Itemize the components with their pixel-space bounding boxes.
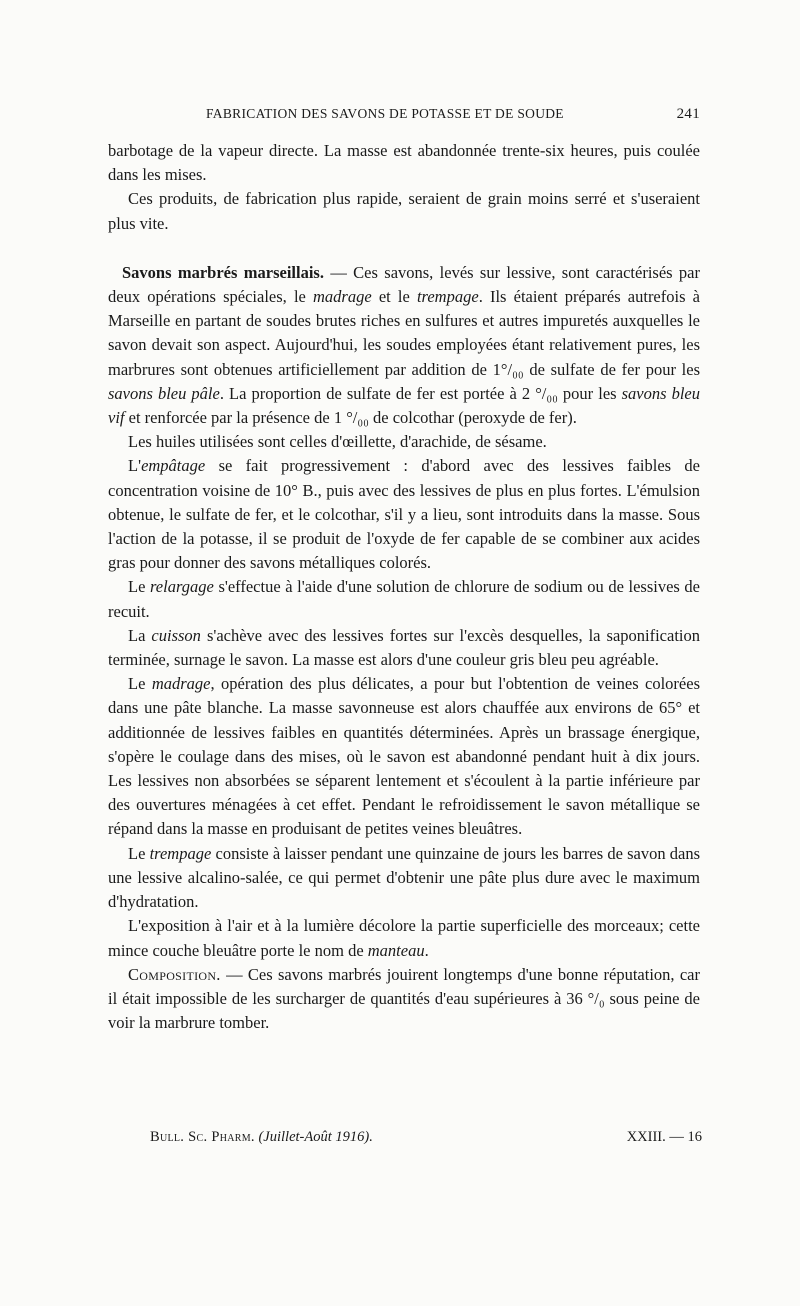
section-heading: Savons marbrés marseillais. (122, 262, 324, 282)
paragraph-empatage: L'empâtage se fait progressivement : d'abord avec des lessives faibles de concentration voisine de 10° B., puis avec des lessives de plus en plus fortes. L'émulsion obtenue, le sulfate de fer, et le colcothar, s'il y a lieu, sont introduits dans la masse. Sous l'action de la potasse, il se produit de l'oxyde de fer capable de se combiner aux acides gras pour donner des savons métalliques colorés. (108, 456, 700, 573)
paragraph-trempage: Le trempage consiste à laisser pendant une quinzaine de jours les barres de savon dans une lessive alcalino-salée, ce qui permet d'obtenir une pâte plus dure avec le maximum d'hydratation. (108, 843, 700, 912)
paragraph-cuisson: La cuisson s'achève avec des lessives fortes sur l'excès desquelles, la saponification terminée, surnage le savon. La masse est alors d'une couleur gris bleu peu agréable. (108, 625, 700, 670)
page-number: 241 (676, 106, 700, 122)
running-title: FABRICATION DES SAVONS DE POTASSE ET DE SOUDE (206, 106, 564, 121)
body-text (108, 139, 700, 1035)
paragraph-2: Ces produits, de fabrication plus rapide, seraient de grain moins serré et s'useraient plus vite. (108, 189, 700, 233)
issue-date: (Juillet-Août 1916). (258, 1129, 373, 1145)
paragraph-savons-marbres: Savons marbrés marseillais. — Ces savons, levés sur lessive, sont caractérisés par deux opérations spéciales, le madrage et le trempage. Ils étaient préparés autrefois à Marseille en partant de soudes brutes riches en sulfures et autres impuretés auxquelles le savon devait son aspect. Aujourd'hui, les soudes employées étant relativement pures, les marbrures sont obtenues artificiellement par addition de 1°/₀₀ de sulfate de fer pour les savons bleu pâle. La proportion de sulfate de fer est portée à 2 °/₀₀ pour les savons bleu vif et renforcée par la présence de 1 °/₀₀ de colcothar (peroxyde de fer). (108, 262, 701, 428)
paragraph-madrage: Le madrage, opération des plus délicates, a pour but l'obtention de veines colorées dans une pâte blanche. La masse savonneuse est alors chauffée aux environs de 65° et additionnée de lessives faibles en quantités déterminées. Après un brassage énergique, s'opère le coulage dans des mises, où le savon est abandonné pendant huit à dix jours. Les lessives non absorbées se séparent lentement et s'écoulent à la partie inférieure par des ouvertures ménagées à cet effet. Pendant le refroidissement le savon métallique se répand dans la masse en produisant de petites veines bleuâtres. (108, 674, 700, 839)
volume-signature: XXIII. — 16 (626, 1129, 702, 1145)
paragraph-1: barbotage de la vapeur directe. La masse est abandonnée trente-six heures, puis coulée dans les mises. (108, 141, 700, 185)
paragraph-huiles: Les huiles utilisées sont celles d'œillette, d'arachide, de sésame. (128, 432, 547, 452)
paragraph-relargage: Le relargage s'effectue à l'aide d'une solution de chlorure de sodium ou de lessives de recuit. (108, 577, 700, 621)
paragraph-exposition: L'exposition à l'air et à la lumière décolore la partie superficielle des morceaux; cette mince couche bleuâtre porte le nom de manteau. (108, 916, 700, 960)
journal-citation: Bull. Sc. Pharm. (Juillet-Août 1916). (150, 1129, 373, 1145)
composition-heading: Composition. (128, 964, 221, 984)
paragraph-composition: Composition. — Ces savons marbrés jouirent longtemps d'une bonne réputation, car il était impossible de les surcharger de quantités d'eau supérieures à 36 °/₀ sous peine de voir la marbrure tomber. (108, 964, 700, 1033)
